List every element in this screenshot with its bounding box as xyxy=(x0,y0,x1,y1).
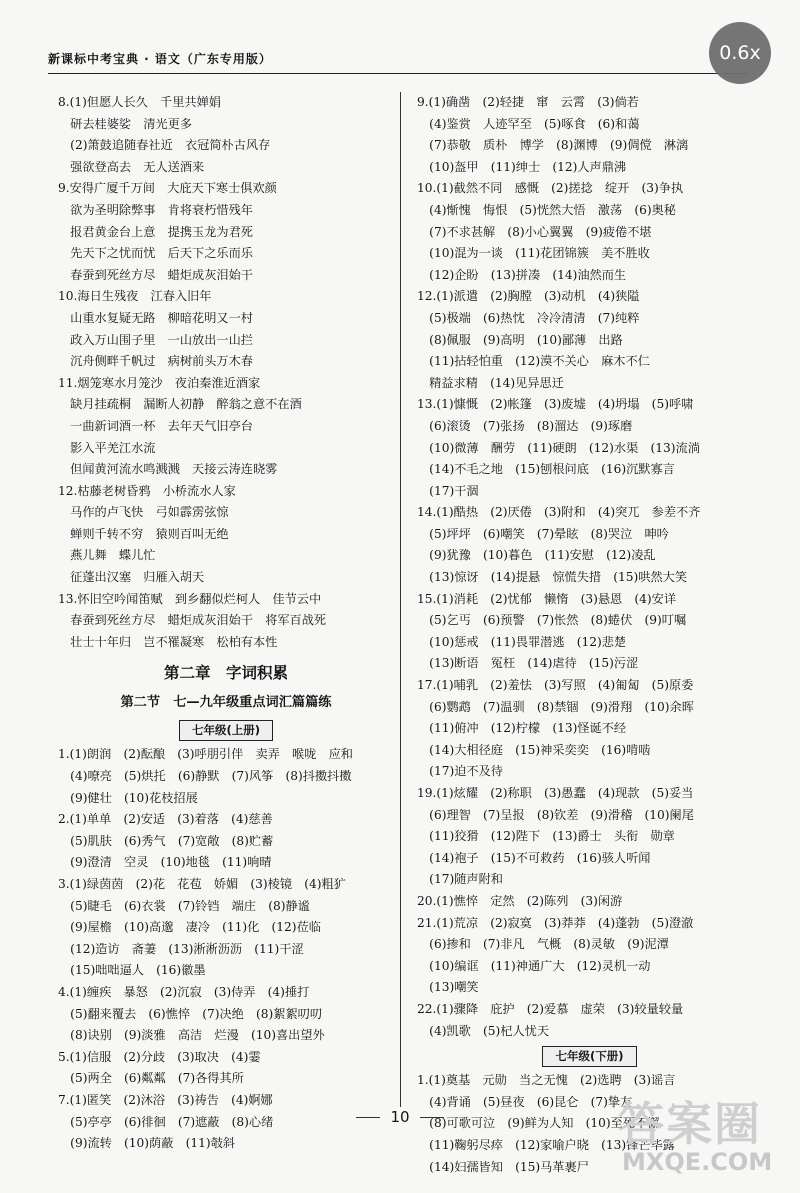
footer-dash xyxy=(420,1117,444,1118)
answer-line: 影入平羌江水流 xyxy=(58,440,156,455)
answer-line: (8)佩服 (9)高明 (10)鄙薄 出路 xyxy=(417,332,623,347)
answer-line: (12)企盼 (13)拼凑 (14)油然而生 xyxy=(417,267,627,282)
answer-line: 春蚕到死丝方尽 蜡炬成灰泪始干 将军百战死 xyxy=(58,613,327,628)
answer-line: (2)箫鼓追随春社近 衣冠简朴古风存 xyxy=(58,138,271,153)
answer-line: (15)咄咄逼人 (16)徽墨 xyxy=(58,963,206,978)
chapter-title: 第二章 字词积累 xyxy=(163,664,288,683)
answer-line: 春蚕到死丝方尽 蜡炬成灰泪始干 xyxy=(58,267,253,282)
answer-line: 12.(1)派遣 (2)胸膛 (3)动机 (4)狭隘 xyxy=(417,289,640,304)
answer-line: 山重水复疑无路 柳暗花明又一村 xyxy=(58,310,253,325)
right-top-answers xyxy=(417,92,762,1042)
answer-line: (12)造访 斋萋 (13)淅淅沥沥 (11)干涩 xyxy=(58,941,304,956)
footer-dash xyxy=(356,1117,380,1118)
answer-line: 精益求精 (14)见异思迁 xyxy=(417,375,564,390)
answer-line: 10.(1)截然不同 感慨 (2)搓捻 绽开 (3)争执 xyxy=(417,181,684,196)
answer-line: 欲为圣明除弊事 肯将衰朽惜残年 xyxy=(58,202,253,217)
answer-line: 2.(1)单单 (2)安适 (3)着落 (4)慈善 xyxy=(58,812,273,827)
answer-line: (17)迫不及待 xyxy=(417,764,503,779)
answer-line: 20.(1)憔悴 定然 (2)陈列 (3)闲游 xyxy=(417,893,623,908)
answer-line: 13.(1)慷慨 (2)帐篷 (3)废墟 (4)坍塌 (5)呼啸 xyxy=(417,397,694,412)
answer-line: (17)干涸 xyxy=(417,483,479,498)
right-column xyxy=(417,92,762,1178)
answer-line: (5)极端 (6)热忱 冷冷清清 (7)纯粹 xyxy=(417,310,640,325)
grade-label-text: 七年级(上册) xyxy=(179,720,273,741)
answer-line: (6)鹦鹉 (7)温驯 (8)禁锢 (9)滑翔 (10)余晖 xyxy=(417,699,694,714)
answer-line: 21.(1)荒凉 (2)寂寞 (3)莽莽 (4)蓬勃 (5)澄澈 xyxy=(417,915,694,930)
answer-line: (7)不求甚解 (8)小心翼翼 (9)疲倦不堪 xyxy=(417,224,652,239)
answer-line: (5)睫毛 (6)衣裳 (7)铃铛 端庄 (8)静谧 xyxy=(58,898,310,913)
answer-line: 蝉则千转不穷 猿则百叫无绝 xyxy=(58,526,229,541)
answer-line: (4)凯歌 (5)杞人忧天 xyxy=(417,1023,550,1038)
answer-line: (4)背诵 (5)昼夜 (6)昆仑 (7)挚友 xyxy=(417,1094,633,1109)
answer-line: 9.(1)确凿 (2)轻捷 窜 云霄 (3)倘若 xyxy=(417,95,639,109)
answer-line: 12.枯藤老树昏鸦 小桥流水人家 xyxy=(58,483,236,498)
answer-line: (5)肌肤 (6)秀气 (7)宽敞 (8)贮蓄 xyxy=(58,833,274,848)
answer-line: (10)盔甲 (11)绅士 (12)人声鼎沸 xyxy=(417,159,627,174)
answer-line: (10)混为一谈 (11)花团锦簇 美不胜收 xyxy=(417,246,650,261)
answer-line: (6)滚烫 (7)张扬 (8)溜达 (9)琢磨 xyxy=(417,418,633,433)
left-top-answers xyxy=(58,92,394,653)
page-header: 新课标中考宝典 · 语文（广东专用版） xyxy=(48,50,748,74)
answer-line: (5)亭亭 (6)徘徊 (7)遮蔽 (8)心绪 xyxy=(58,1114,274,1129)
answer-line: (9)屋檐 (10)高邈 凄冷 (11)化 (12)莅临 xyxy=(58,920,321,935)
answer-line: 征蓬出汉塞 归雁入胡天 xyxy=(58,570,205,585)
answer-line: 4.(1)缠疾 暴怒 (2)沉寂 (3)侍弄 (4)捶打 xyxy=(58,984,310,999)
answer-line: (14)大相径庭 (15)神采奕奕 (16)啃啮 xyxy=(417,742,651,757)
answer-line: 10.海日生残夜 江春入旧年 xyxy=(58,289,212,304)
answer-line: (4)嘹亮 (5)烘托 (6)静默 (7)风筝 (8)抖擞抖擞 xyxy=(58,769,352,784)
answer-line: 但闻黄河流水鸣溅溅 天接云涛连晓雾 xyxy=(58,462,278,477)
answer-line: (13)断语 冤枉 (14)虐待 (15)污涩 xyxy=(417,656,639,671)
watermark-url: MXQE.COM xyxy=(622,1148,773,1176)
answer-line: 政入万山围子里 一山放出一山拦 xyxy=(58,332,253,347)
section-title: 第二节 七—九年级重点词汇篇篇练 xyxy=(120,695,332,711)
page-number: 10 xyxy=(390,1108,410,1126)
answer-line: (7)恭敬 质朴 博学 (8)渊博 (9)倜傥 淋漓 xyxy=(417,138,689,153)
grade-label-lower xyxy=(417,1042,762,1070)
answer-line: 缺月挂疏桐 漏断人初静 醉翁之意不在酒 xyxy=(58,397,302,412)
zoom-level-badge[interactable]: 0.6x xyxy=(709,22,771,84)
answer-line: 报君黄金台上意 提携玉龙为君死 xyxy=(58,224,253,239)
answer-line: (17)随声附和 xyxy=(417,872,503,887)
answer-line: (8)诀别 (9)淡雅 高洁 烂漫 (10)喜出望外 xyxy=(58,1028,325,1043)
answer-line: (5)翻来覆去 (6)憔悴 (7)决绝 (8)絮絮叨叨 xyxy=(58,1006,323,1021)
answer-line: 11.烟笼寒水月笼沙 夜泊秦淮近酒家 xyxy=(58,375,261,390)
answer-line: (13)惊讶 (14)提悬 惊慌失措 (15)哄然大笑 xyxy=(417,570,688,585)
column-divider xyxy=(400,92,401,1107)
answer-line: 3.(1)绿茵茵 (2)花 花苞 娇媚 (3)棱镜 (4)粗犷 xyxy=(58,877,346,891)
answer-line: 燕儿舞 蝶儿忙 xyxy=(58,548,156,563)
answer-line: 1.(1)奠基 元勋 当之无愧 (2)选聘 (3)谣言 xyxy=(417,1073,676,1088)
answer-line: (13)嘲笑 xyxy=(417,980,479,995)
answer-line: 先天下之忧而忧 后天下之乐而乐 xyxy=(58,246,253,261)
watermark-logo: 答案圈 xyxy=(618,1097,762,1151)
answer-line: (6)掺和 (7)非凡 气概 (8)灵敏 (9)泥潭 xyxy=(417,937,669,952)
answer-line: (5)坪坪 (6)嘲笑 (7)晕眩 (8)哭泣 呻吟 xyxy=(417,526,669,541)
answer-line: (14)妇孺皆知 (15)马革裹尸 xyxy=(417,1159,589,1174)
answer-line: (5)乞丐 (6)预警 (7)怅然 (8)蜷伏 (9)叮嘱 xyxy=(417,613,687,628)
answer-line: (9)健壮 (10)花枝招展 xyxy=(58,790,198,805)
answer-line: (11)鞠躬尽瘁 (12)家喻户晓 (13)锋芒毕露 xyxy=(417,1137,675,1152)
answer-line: 19.(1)炫耀 (2)称职 (3)愚蠢 (4)现款 (5)妥当 xyxy=(417,786,694,800)
answer-line: (9)流转 (10)荫蔽 (11)攲斜 xyxy=(58,1136,235,1151)
answer-line: 15.(1)消耗 (2)忧郁 懒惰 (3)悬恩 (4)安详 xyxy=(417,591,677,606)
answer-line: 5.(1)信服 (2)分歧 (3)取决 (4)霎 xyxy=(58,1049,261,1064)
answer-line: (14)袍子 (15)不可救药 (16)骇人听闻 xyxy=(417,850,651,865)
answer-line: 马作的卢飞快 弓如霹雳弦惊 xyxy=(58,505,229,520)
answer-line: (4)鉴赏 人迹罕至 (5)啄食 (6)和蔼 xyxy=(417,116,640,131)
answer-line: 8.(1)但愿人长久 千里共婵娟 xyxy=(58,95,221,109)
answer-line: 1.(1)朗润 (2)酝酿 (3)呼朋引伴 卖弄 喉咙 应和 xyxy=(58,747,353,762)
answer-line: 14.(1)酷热 (2)厌倦 (3)附和 (4)突兀 参差不齐 xyxy=(417,505,701,520)
grade-label-text: 七年级(下册) xyxy=(542,1046,636,1067)
answer-line: 壮士十年归 岂不罹凝寒 松柏有本性 xyxy=(58,634,278,649)
answer-line: (6)理智 (7)呈报 (8)钦差 (9)滑稽 (10)阑尾 xyxy=(417,807,694,822)
answer-line: (11)俯冲 (12)柠檬 (13)怪诞不经 xyxy=(417,721,627,736)
answer-line: (5)两全 (6)粼粼 (7)各得其所 xyxy=(58,1071,244,1086)
answer-line: 13.怀旧空吟闻笛赋 到乡翻似烂柯人 佳节云中 xyxy=(58,591,322,606)
answer-line: (11)拈轻怕重 (12)漠不关心 麻木不仁 xyxy=(417,354,650,369)
left-bottom-answers xyxy=(58,744,394,1154)
left-column xyxy=(58,92,394,1155)
answer-line: 22.(1)骤降 庇护 (2)爱慕 虚荣 (3)较量较量 xyxy=(417,1001,684,1016)
answer-line: (11)狡猾 (12)陛下 (13)爵士 头衔 勋章 xyxy=(417,829,675,844)
answer-line: (9)澄清 空灵 (10)地毯 (11)响晴 xyxy=(58,855,272,870)
answer-line: 强欲登高去 无人送酒来 xyxy=(58,159,205,174)
answer-line: 7.(1)匿笑 (2)沐浴 (3)祷告 (4)婀娜 xyxy=(58,1092,273,1107)
answer-line: (9)犹豫 (10)暮色 (11)安慰 (12)凌乱 xyxy=(417,548,656,563)
grade-label-upper xyxy=(58,716,394,744)
answer-line: 沉舟侧畔千帆过 病树前头万木春 xyxy=(58,354,253,369)
answer-line: (14)不毛之地 (15)刨根问底 (16)沉默寡言 xyxy=(417,462,675,477)
answer-line: (4)惭愧 悔恨 (5)恍然大悟 激荡 (6)奥秘 xyxy=(417,202,676,217)
answer-line: 研去桂婆娑 清光更多 xyxy=(58,116,193,131)
answer-line: (10)惩戒 (11)畏罪潜逃 (12)悲楚 xyxy=(417,634,627,649)
answer-line: 9.安得广厦千万间 大庇天下寒士俱欢颜 xyxy=(58,181,277,196)
answer-line: (8)可歌可泣 (9)鲜为人知 (10)至死不懈 xyxy=(417,1116,660,1131)
answer-line: (10)微薄 酬劳 (11)硬朗 (12)水渠 (13)流淌 xyxy=(417,440,700,455)
answer-line: 17.(1)哺乳 (2)羞怯 (3)写照 (4)匍匐 (5)原委 xyxy=(417,678,694,693)
answer-line: 一曲新词酒一杯 去年天气旧亭台 xyxy=(58,418,253,433)
answer-line: (10)编诓 (11)神通广大 (12)灵机一动 xyxy=(417,958,651,973)
